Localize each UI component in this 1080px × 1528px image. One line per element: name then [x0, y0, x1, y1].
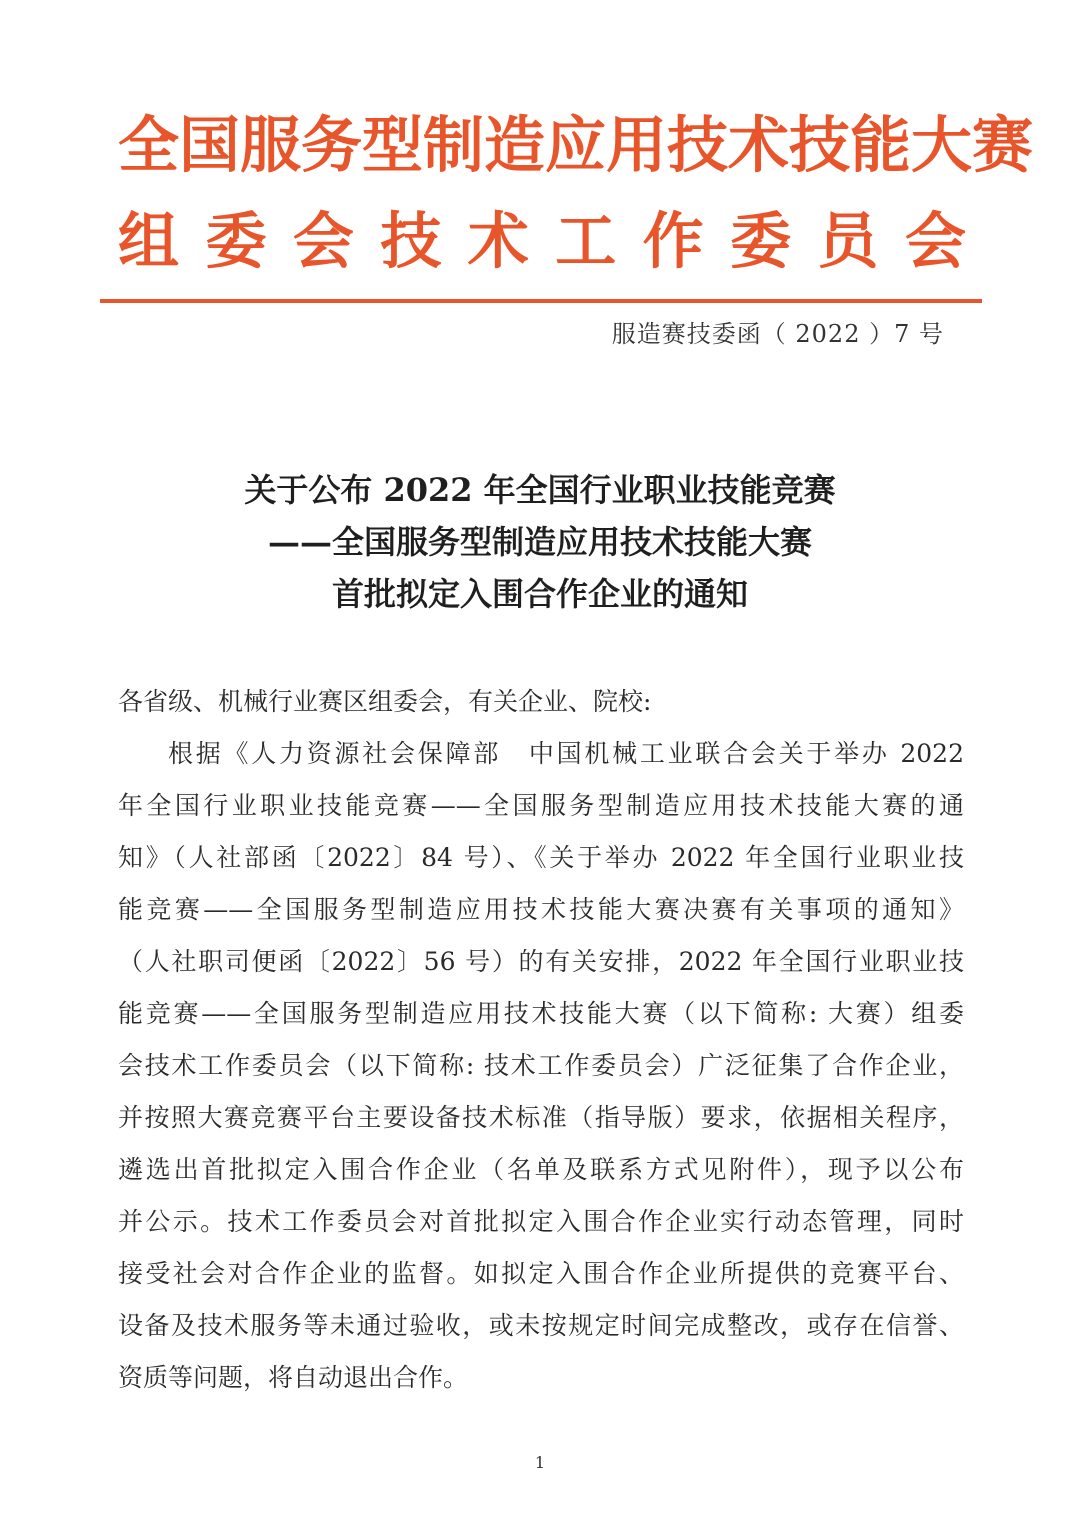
body-line: 接受社会对合作企业的监督。如拟定入围合作企业所提供的竞赛平台、: [118, 1259, 964, 1288]
header-title-line-2: 组委会技术工作委员会: [118, 206, 966, 277]
body-line: 根据《人力资源社会保障部 中国机械工业联合会关于举办 2022: [168, 739, 964, 768]
body-line: 年全国行业职业技能竞赛——全国服务型制造应用技术技能大赛的通: [118, 791, 964, 820]
body-line: （人社职司便函〔2022〕56 号）的有关安排，2022 年全国行业职业技: [118, 947, 964, 976]
salutation: 各省级、机械行业赛区组委会，有关企业、院校:: [118, 687, 652, 716]
body-line: 并按照大赛竞赛平台主要设备技术标准（指导版）要求，依据相关程序，: [118, 1103, 964, 1132]
notice-title-line-1: 关于公布 2022 年全国行业职业技能竞赛: [244, 471, 836, 509]
body-line: 知》（人社部函〔2022〕84 号）、《关于举办 2022 年全国行业职业技: [118, 843, 964, 872]
body-line: 能竞赛——全国服务型制造应用技术技能大赛（以下简称: 大赛）组委: [118, 999, 964, 1028]
body-line: 设备及技术服务等未通过验收，或未按规定时间完成整改，或存在信誉、: [118, 1311, 964, 1340]
page-number: 1: [534, 1453, 546, 1472]
body-line: 并公示。技术工作委员会对首批拟定入围合作企业实行动态管理，同时: [118, 1207, 964, 1236]
body-line: 能竞赛——全国服务型制造应用技术技能大赛决赛有关事项的通知》: [118, 895, 964, 924]
body-line: 遴选出首批拟定入围合作企业（名单及联系方式见附件），现予以公布: [118, 1155, 964, 1184]
body-line: 资质等问题，将自动退出合作。: [118, 1363, 469, 1392]
body-line: 会技术工作委员会（以下简称: 技术工作委员会）广泛征集了合作企业，: [118, 1051, 964, 1080]
notice-title-line-2: ——全国服务型制造应用技术技能大赛: [267, 523, 812, 561]
header-divider: [100, 299, 982, 303]
notice-title-line-3: 首批拟定入围合作企业的通知: [331, 575, 748, 613]
header-title-line-1: 全国服务型制造应用技术技能大赛: [118, 110, 1034, 181]
document-number: 服造赛技委函（ 2022 ）7 号: [611, 320, 944, 348]
